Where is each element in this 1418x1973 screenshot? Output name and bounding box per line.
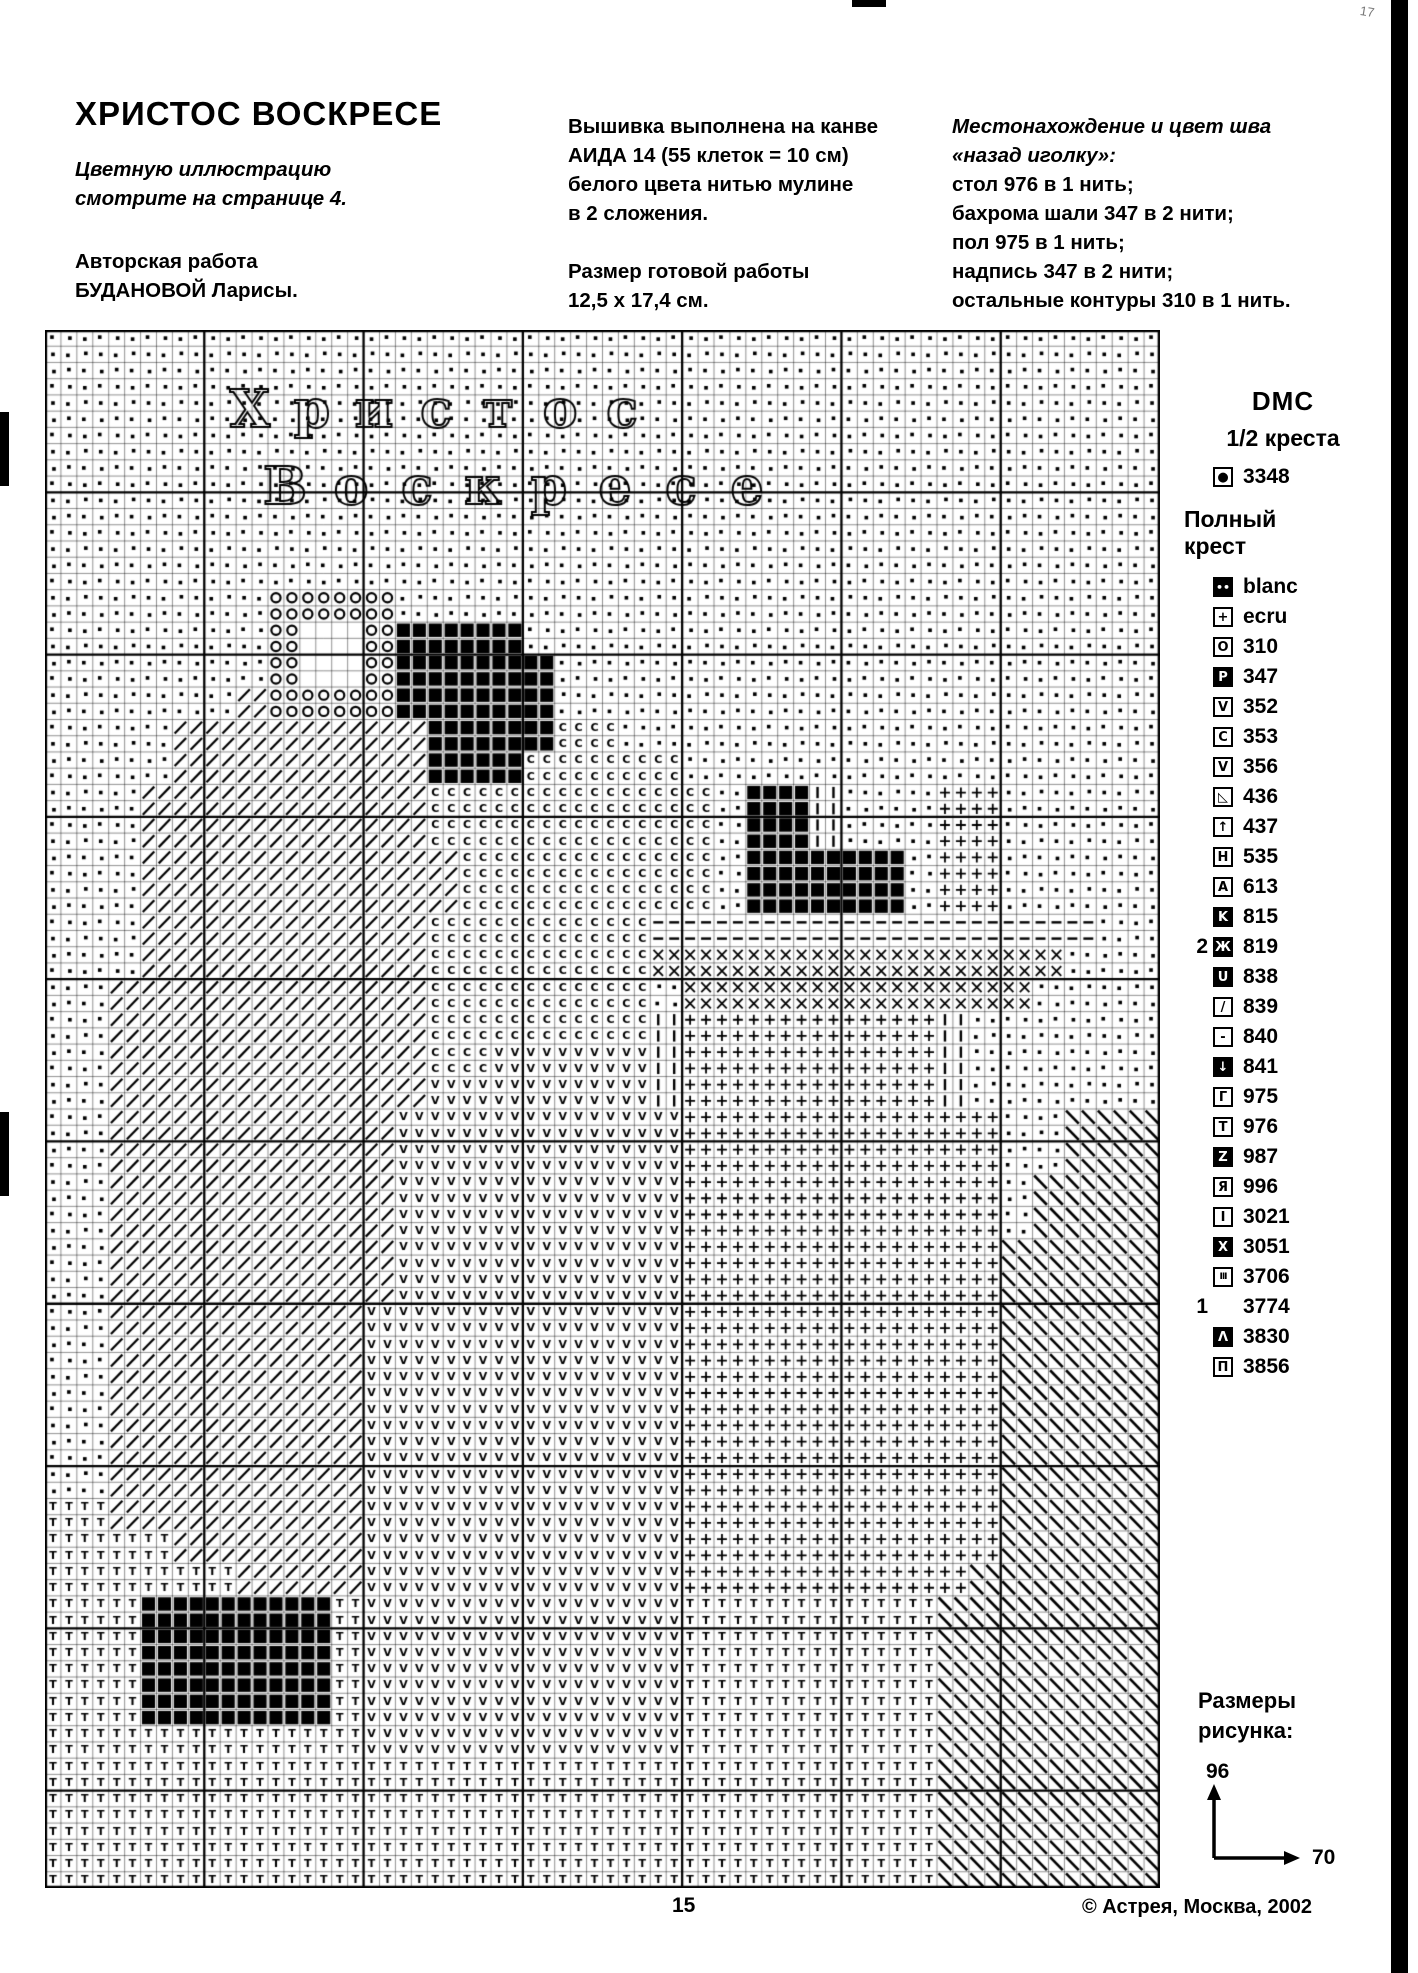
stitch-symbol-icon: -	[1213, 1027, 1233, 1047]
text-line: Цветную иллюстрацию	[75, 158, 332, 181]
stitch-symbol-icon: Z	[1213, 1147, 1233, 1167]
thread-code: 976	[1243, 1115, 1279, 1138]
text-line: надпись 347 в 2 нити;	[952, 260, 1174, 283]
legend-row	[1178, 902, 1388, 932]
stitch-symbol-icon: T	[1213, 1117, 1233, 1137]
legend-row	[1178, 1172, 1388, 1202]
scan-artifact-left-mark	[0, 1112, 9, 1196]
thread-code: 815	[1243, 905, 1279, 928]
cross-stitch-chart	[45, 330, 1160, 1888]
thread-code: 613	[1243, 875, 1279, 898]
header-column-middle	[568, 112, 958, 315]
legend-row	[1178, 1322, 1388, 1352]
text-line: стол 976 в 1 нить;	[952, 173, 1134, 196]
backstitch-title	[952, 112, 1382, 170]
legend-row	[1178, 1262, 1388, 1292]
thread-code: 975	[1243, 1085, 1279, 1108]
stitch-symbol-icon: ↓	[1213, 1057, 1233, 1077]
stitch-symbol-icon: Λ	[1213, 1327, 1233, 1347]
scan-artifact-right-bar	[1391, 0, 1408, 1973]
legend-row	[1178, 752, 1388, 782]
stitch-symbol-icon: +	[1213, 607, 1233, 627]
stitch-symbol-icon: /	[1213, 997, 1233, 1017]
thread-code: 3021	[1243, 1205, 1290, 1228]
color-legend	[1178, 386, 1388, 1382]
legend-row	[1178, 662, 1388, 692]
text-line: БУДАНОВОЙ Ларисы.	[75, 279, 298, 302]
finished-size	[568, 257, 958, 315]
stitch-symbol-icon: K	[1213, 907, 1233, 927]
subtitle-note	[75, 155, 495, 213]
full-cross-label: Полный крест	[1184, 506, 1277, 559]
thread-code: 3830	[1243, 1325, 1290, 1348]
legend-row	[1178, 1112, 1388, 1142]
text-line: бахрома шали 347 в 2 нити;	[952, 202, 1234, 225]
text-line: пол 975 в 1 нить;	[952, 231, 1125, 254]
author-credit	[75, 247, 495, 305]
legend-row	[1178, 1352, 1388, 1382]
thread-code: 841	[1243, 1055, 1279, 1078]
stitch-symbol-icon: C	[1213, 727, 1233, 747]
legend-row	[1178, 1082, 1388, 1112]
legend-row	[1178, 812, 1388, 842]
thread-code: 840	[1243, 1025, 1279, 1048]
stitch-symbol-icon: V	[1213, 697, 1233, 717]
backstitch-instructions	[952, 170, 1382, 315]
thread-code: 3348	[1243, 465, 1290, 488]
stitch-symbol-icon: I	[1213, 1207, 1233, 1227]
half-cross-symbol-icon: ●	[1213, 467, 1233, 487]
legend-row	[1178, 782, 1388, 812]
legend-row	[1178, 1232, 1388, 1262]
dimensions-label	[1198, 1686, 1398, 1746]
text-line: рисунка:	[1198, 1718, 1294, 1743]
text-line: белого цвета нитью мулине	[568, 173, 854, 196]
stitch-symbol-icon: U	[1213, 967, 1233, 987]
text-line: в 2 сложения.	[568, 202, 709, 225]
thread-code: blanc	[1243, 575, 1298, 598]
legend-row	[1178, 932, 1388, 962]
spacer	[568, 228, 958, 257]
thread-code: 819	[1243, 935, 1279, 958]
stitch-symbol-icon: O	[1213, 637, 1233, 657]
thread-code: 352	[1243, 695, 1279, 718]
copyright: © Астрея, Москва, 2002	[1082, 1896, 1313, 1918]
legend-row	[1178, 1202, 1388, 1232]
text-line: АИДА 14 (55 клеток = 10 см)	[568, 144, 849, 167]
text-line: Размеры	[1198, 1688, 1297, 1713]
legend-row	[1178, 1292, 1388, 1322]
stitch-symbol-icon: Я	[1213, 1177, 1233, 1197]
legend-row	[1178, 872, 1388, 902]
text-line: «назад иголку»:	[952, 144, 1116, 167]
legend-row	[1178, 1142, 1388, 1172]
stitch-symbol-icon: ••	[1213, 577, 1233, 597]
legend-prefix: 1	[1196, 1295, 1208, 1318]
thread-code: ecru	[1243, 605, 1288, 628]
stitch-symbol-icon: P	[1213, 667, 1233, 687]
text-line: Вышивка выполнена на канве	[568, 115, 879, 138]
text-line: 12,5 х 17,4 см.	[568, 289, 709, 312]
thread-code: 3706	[1243, 1265, 1290, 1288]
page-title: ХРИСТОС ВОСКРЕСЕ	[75, 95, 443, 132]
stitch-symbol-icon: П	[1213, 1357, 1233, 1377]
thread-code: 353	[1243, 725, 1279, 748]
dimension-arrow	[1198, 1784, 1310, 1870]
thread-code: 437	[1243, 815, 1279, 838]
stitch-symbol-icon: V	[1213, 757, 1233, 777]
height-value: 96	[1206, 1760, 1230, 1783]
header-column-left	[75, 95, 495, 305]
thread-code: 310	[1243, 635, 1279, 658]
scan-artifact-top-mark	[852, 0, 886, 7]
stitch-symbol-icon: X	[1213, 1237, 1233, 1257]
thread-code: 3774	[1243, 1295, 1290, 1318]
text-line: Авторская работа	[75, 250, 258, 273]
stitch-symbol-icon: III	[1213, 1267, 1233, 1287]
legend-row	[1178, 992, 1388, 1022]
stitch-symbol-icon: H	[1213, 847, 1233, 867]
half-cross-label: 1/2 креста	[1226, 425, 1340, 451]
stitch-symbol-icon: Г	[1213, 1087, 1233, 1107]
legend-row	[1178, 1052, 1388, 1082]
legend-brand: DMC	[1251, 386, 1315, 416]
text-line: остальные контуры 310 в 1 нить.	[952, 289, 1291, 312]
thread-code: 996	[1243, 1175, 1279, 1198]
text-line: Размер готовой работы	[568, 260, 810, 283]
legend-row	[1178, 962, 1388, 992]
thread-code: 535	[1243, 845, 1279, 868]
thread-code: 356	[1243, 755, 1279, 778]
legend-row-half-cross	[1178, 462, 1388, 492]
legend-row	[1178, 602, 1388, 632]
dimension-arrow-row	[1198, 1784, 1398, 1870]
stitch-symbol-icon: ◺	[1213, 787, 1233, 807]
legend-row	[1178, 692, 1388, 722]
thread-code: 3051	[1243, 1235, 1290, 1258]
chart-area	[45, 330, 1160, 1888]
header-column-right	[952, 112, 1382, 315]
legend-row	[1178, 722, 1388, 752]
text-line: смотрите на странице 4.	[75, 187, 348, 210]
page-number: 15	[672, 1894, 696, 1917]
thread-code: 3856	[1243, 1355, 1290, 1378]
stitch-symbol-icon: A	[1213, 877, 1233, 897]
scan-artifact-corner-note: 17	[1358, 2, 1376, 21]
thread-code: 987	[1243, 1145, 1279, 1168]
legend-prefix: 2	[1196, 935, 1208, 958]
canvas-info	[568, 112, 958, 228]
stitch-symbol-icon: Ж	[1213, 937, 1233, 957]
legend-row	[1178, 632, 1388, 662]
text-line: Местонахождение и цвет шва	[952, 115, 1272, 138]
thread-code: 839	[1243, 995, 1279, 1018]
legend-row	[1178, 572, 1388, 602]
legend-row	[1178, 1022, 1388, 1052]
legend-row	[1178, 842, 1388, 872]
thread-code: 347	[1243, 665, 1279, 688]
full-cross-rows	[1178, 572, 1388, 1382]
width-value: 70	[1312, 1846, 1336, 1869]
thread-code: 838	[1243, 965, 1279, 988]
design-dimensions	[1198, 1686, 1398, 1870]
thread-code: 436	[1243, 785, 1279, 808]
stitch-symbol-icon: ↑	[1213, 817, 1233, 837]
scan-artifact-left-mark	[0, 412, 9, 486]
stitch-symbol-icon	[1213, 1297, 1233, 1317]
